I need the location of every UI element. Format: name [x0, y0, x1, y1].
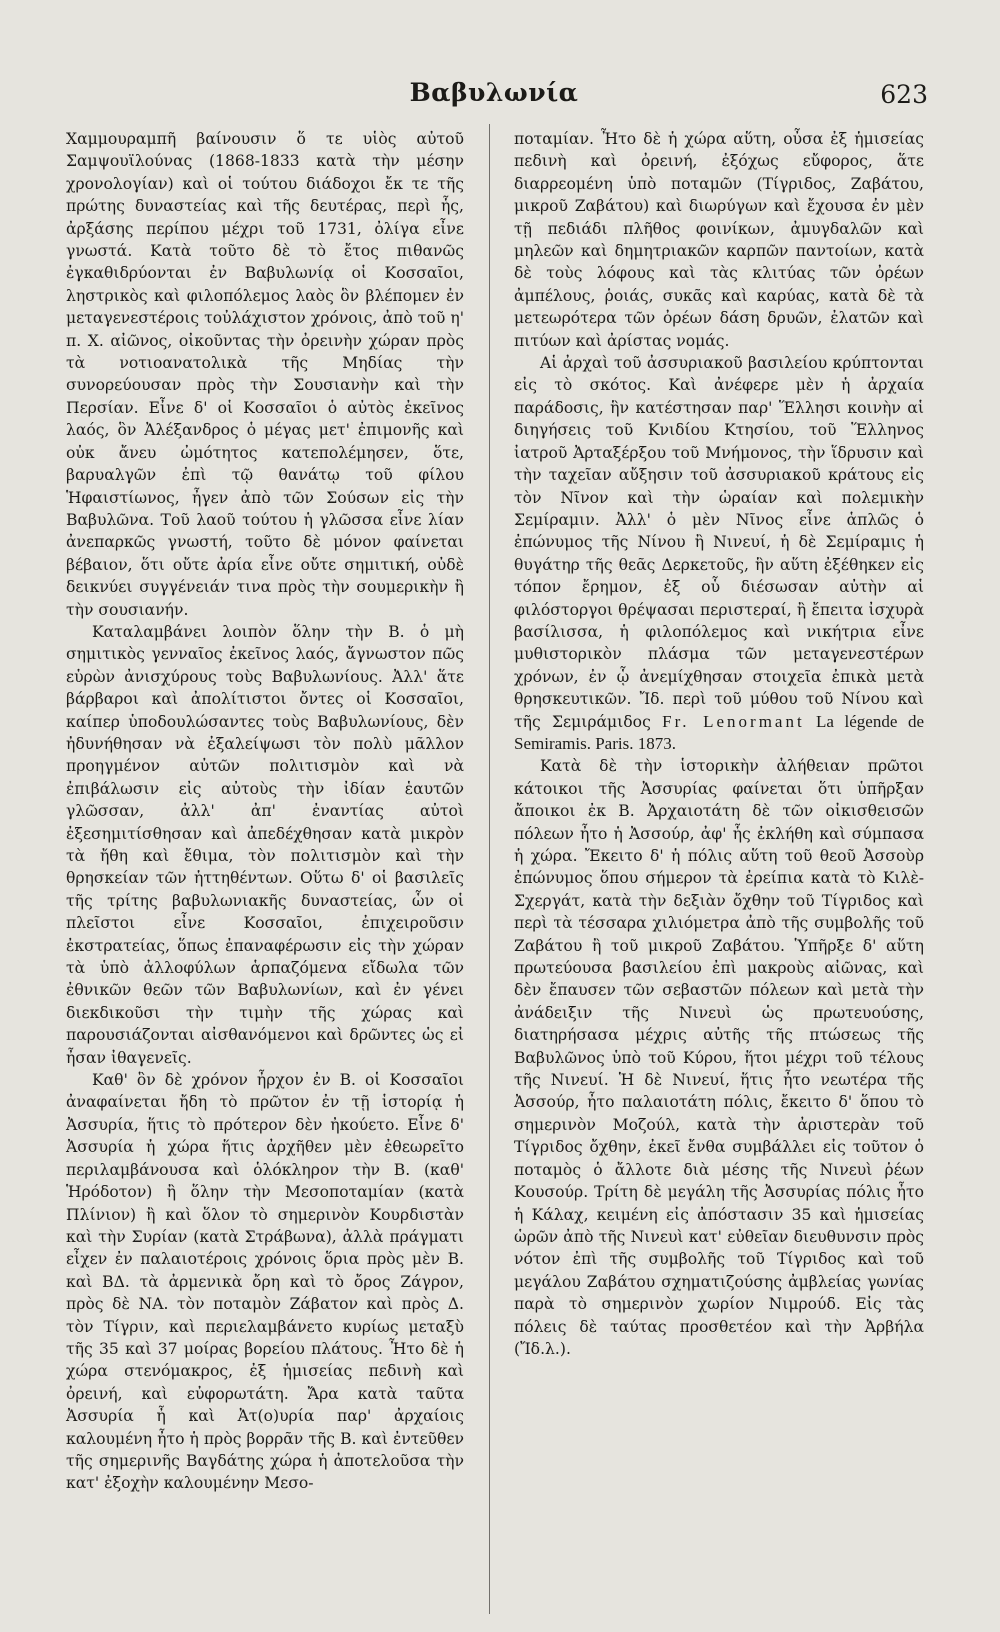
- page-header: [60, 78, 928, 118]
- running-title: Βαβυλωνία: [409, 78, 579, 107]
- citation-author: Fr. Lenormant: [662, 711, 805, 731]
- right-paragraph-1: ποταμίαν. Ἦτο δὲ ἡ χώρα αὕτη, οὖσα ἐξ ἡμισείας πεδινὴ καὶ ὀρεινή, ἐξόχως εὔφορος, ἅτε διαρρεομένη ὑπὸ ποταμῶν (Τίγριδος, Ζαβάτου, μικροῦ Ζαβάτου) καὶ διωρύγων καὶ ἔχουσα ἐν μὲν τῇ πεδιάδι πλῆθος φοινίκων, ἀμυγδαλῶν καὶ μηλεῶν καὶ δημητριακῶν καρπῶν παντοίων, κατὰ δὲ τοὺς λόφους καὶ τὰς κλιτύας τῶν ὀρέων ἀμπέλους, ῥοιάς, συκᾶς καὶ καρύας, κατὰ δὲ τὰ μετεωρότερα τῶν ὀρέων δάση δρυῶν, ἐλατῶν καὶ πιτύων καὶ ἀρίστας νομάς.: [514, 130, 924, 350]
- right-paragraph-2: [514, 352, 924, 755]
- column-divider: [489, 124, 490, 1614]
- left-paragraph-2: Καταλαμβάνει λοιπὸν ὅλην τὴν Β. ὁ μὴ σημιτικὸς γενναῖος ἐκεῖνος λαός, ἄγνωστον πῶς εὑρὼν ἀνισχύρους τοὺς Βαβυλωνίους. Ἀλλ' ἅτε βάρβαροι καὶ ἀπολίτιστοι ὄντες οἱ Κοσσαῖοι, καίπερ ὑποδουλώσαντες τοὺς Βαβυλωνίους, δὲν ἠδυνήθησαν νὰ ἐξαλείψωσι τὸν πολὺ μᾶλλον προηγμένον αὐτῶν πολιτισμὸν καὶ νὰ ἐπιβάλωσιν εἰς αὐτοὺς τὴν ἰδίαν ἑαυτῶν γλῶσσαν, ἀλλ' ἀπ' ἐναντίας αὐτοὶ ἐξεσημιτίσθησαν καὶ ἀπεδέχθησαν κατὰ μικρὸν τὰ ἤθη καὶ ἔθιμα, τὸν πολιτισμὸν καὶ τὴν θρησκείαν τῶν ἡττηθέντων. Οὕτω δ' οἱ βασιλεῖς τῆς τρίτης βαβυλωνιακῆς δυναστείας, ὧν οἱ πλεῖστοι εἶνε Κοσσαῖοι, ἐπιχειροῦσιν ἐκστρατείας, ὅπως ἐπαναφέρωσιν εἰς τὴν χώραν τὰ ὑπὸ ἀλλοφύλων ἁρπαζόμενα εἴδωλα τῶν ἐθνικῶν θεῶν τῶν Βαβυλωνίων, καὶ ἐν γένει διεκδικοῦσι τὴν τιμὴν τῆς χώρας καὶ παρουσιάζονται αἰσθανόμενοι καὶ δρῶντες ὡς εἰ ἦσαν ἰθαγενεῖς.: [66, 622, 464, 1067]
- left-column: [66, 128, 464, 1495]
- page-number: 623: [880, 80, 928, 109]
- citation-title: La légende de Semiramis. Paris. 1873.: [514, 711, 924, 753]
- right-column: [514, 128, 924, 1360]
- right-paragraph-2-text: Αἱ ἀρχαὶ τοῦ ἀσσυριακοῦ βασιλείου κρύπτονται εἰς τὸ σκότος. Καὶ ἀνέφερε μὲν ἡ ἀρχαία παράδοσις, ἣν κατέστησαν παρ' Ἕλλησι κοινὴν αἱ διηγήσεις τοῦ Κνιδίου Κτησίου, τοῦ Ἕλληνος ἰατροῦ Ἀρταξέρξου τοῦ Μνήμονος, τὴν ἵδρυσιν καὶ τὴν ταχεῖαν αὔξησιν τοῦ ἀσσυριακοῦ κράτους εἰς τὸν Νῖνον καὶ τὴν ὡραίαν καὶ πολεμικὴν Σεμίραμιν. Ἀλλ' ὁ μὲν Νῖνος εἶνε ἁπλῶς ὁ ἐπώνυμος τῆς Νίνου ἢ Νινευί, ἡ δὲ Σεμίραμις ἡ θυγάτηρ τῆς θεᾶς Δερκετοῦς, ἣν αὕτη ἐξέθηκεν εἰς τόπον ἔρημον, ἐξ οὗ διέσωσαν αὐτὴν αἱ φιλόστοργοι θρέψασαι περιστεραί, ἢ ἔπειτα ἰσχυρὰ βασίλισσα, ἡ φιλοπόλεμος καὶ νικήτρια εἶνε μυθιστορικὸν πλάσμα τῶν μεταγενεστέρων χρόνων, ἐν ᾧ ἀνεμίχθησαν στοιχεῖα ἐπικὰ μετὰ θρησκευτικῶν. Ἴδ. περὶ τοῦ μύθου τοῦ Νίνου καὶ τῆς Σεμιράμιδος: [514, 354, 924, 731]
- left-paragraph-3: Καθ' ὃν δὲ χρόνον ἦρχον ἐν Β. οἱ Κοσσαῖοι ἀναφαίνεται ἤδη τὸ πρῶτον ἐν τῇ ἱστορίᾳ ἡ Ἀσσυρία, ἥτις τὸ πρότερον δὲν ἠκούετο. Εἶνε δ' Ἀσσυρία ἡ χώρα ἥτις ἀρχῆθεν μὲν ἐθεωρεῖτο περιλαμβάνουσα καὶ ὁλόκληρον τὴν Β. (καθ' Ἡρόδοτον) ἢ ὅλην τὴν Μεσοποταμίαν (κατὰ Πλίνιον) ἢ καὶ ὅλον τὸ σημερινὸν Κουρδιστὰν καὶ τὴν Συρίαν (κατὰ Στράβωνα), ἀλλὰ πράγματι εἶχεν ἐν παλαιοτέροις χρόνοις ὅρια πρὸς μὲν Β. καὶ ΒΔ. τὰ ἀρμενικὰ ὄρη καὶ τὸ ὄρος Ζάγρον, πρὸς δὲ ΝΑ. τὸν ποταμὸν Ζάβατον καὶ πρὸς Δ. τὸν Τίγριν, καὶ περιελαμβάνετο κυρίως μεταξὺ τῆς 35 καὶ 37 μοίρας βορείου πλάτους. Ἦτο δὲ ἡ χώρα στενόμακρος, ἐξ ἡμισείας πεδινὴ καὶ ὀρεινή, καὶ εὐφορωτάτη. Ἄρα κατὰ ταῦτα Ἀσσυρία ἦ καὶ Ἀτ(ο)υρία παρ' ἀρχαίοις καλουμένη ἦτο ἡ πρὸς βορρᾶν τῆς Β. καὶ ἐντεῦθεν τῆς σημερινῆς Βαγδάτης χώρα ἡ ἀποτελοῦσα τὴν κατ' ἐξοχὴν καλουμένην Μεσο-: [66, 1071, 464, 1493]
- right-paragraph-3: Κατὰ δὲ τὴν ἱστορικὴν ἀλήθειαν πρῶτοι κάτοικοι τῆς Ἀσσυρίας φαίνεται ὅτι ὑπῆρξαν ἄποικοι ἐκ Β. Ἀρχαιοτάτη δὲ τῶν οἰκισθεισῶν πόλεων ἦτο ἡ Ἀσσούρ, ἀφ' ἧς ἐκλήθη καὶ σύμπασα ἡ χώρα. Ἔκειτο δ' ἡ πόλις αὕτη τοῦ θεοῦ Ἀσσοὺρ ἐπώνυμος ὅπου σήμερον τὰ ἐρείπια κατὰ τὸ Κιλὲ-Σχεργάτ, κατὰ τὴν δεξιὰν ὄχθην τοῦ Τίγριδος καὶ περὶ τὰ τέσσαρα χιλιόμετρα ἀπὸ τῆς συμβολῆς τοῦ Ζαβάτου ἢ τοῦ μικροῦ Ζαβάτου. Ὑπῆρξε δ' αὕτη πρωτεύουσα βασιλείου ἐπὶ μακροὺς αἰῶνας, καὶ δὲν ἔπαυσεν τῶν σεβαστῶν πόλεων καὶ μετὰ τὴν ἀνάδειξιν τῆς Νινευὶ ὡς πρωτευούσης, διατηρήσασα μέχρις αὐτῆς τῆς πτώσεως τῆς Βαβυλῶνος ὑπὸ τοῦ Κύρου, ἥτοι μέχρι τοῦ τέλους τῆς Νινευί. Ἡ δὲ Νινευί, ἥτις ἦτο νεωτέρα τῆς Ἀσσούρ, ἦτο παλαιοτάτη πόλις, ἔκειτο δ' ὅπου τὸ σημερινὸν Μοζούλ, κατὰ τὴν ἀριστερὰν τοῦ Τίγριδος ὄχθην, ἐκεῖ ἔνθα συμβάλλει εἰς τοῦτον ὁ ποταμὸς ὁ ἄλλοτε διὰ μέσης τῆς Νινευὶ ῥέων Κουσούρ. Τρίτη δὲ μεγάλη τῆς Ἀσσυρίας πόλις ἦτο ἡ Κάλαχ, κειμένη εἰς ἀπόστασιν 35 καὶ ἡμισείας ὡρῶν ἀπὸ τῆς Νινευὶ κατ' εὐθεῖαν διευθυνσιν πρὸς νότον ἐπὶ τῆς συμβολῆς τοῦ Τίγριδος καὶ τοῦ μεγάλου Ζαβάτου σχηματιζούσης ἀμβλείας γωνίας παρὰ τὸ σημερινὸν χωρίον Νιμρούδ. Εἰς τὰς πόλεις δὲ ταύτας προσθετέον καὶ τὴν Ἀρβήλα (Ἴδ.λ.).: [514, 757, 924, 1358]
- left-paragraph-1: Χαμμουραμπῆ βαίνουσιν ὅ τε υἱὸς αὐτοῦ Σαμψουϊλούνας (1868-1833 κατὰ τὴν μέσην χρονολογίαν) καὶ οἱ τούτου διάδοχοι ἔκ τε τῆς πρώτης δυναστείας καὶ τῆς δευτέρας, περὶ ἧς, ἀρξάσης περίπου μέχρι τοῦ 1731, ὀλίγα εἶνε γνωστά. Κατὰ τοῦτο δὲ τὸ ἔτος πιθανῶς ἐγκαθιδρύονται ἐν Βαβυλωνίᾳ οἱ Κοσσαῖοι, ληστρικὸς καὶ φιλοπόλεμος λαὸς ὃν βλέπομεν ἐν μεταγενεστέροις τοὐλάχιστον χρόνοις, ἀπὸ τοῦ η' π. Χ. αἰῶνος, οἰκοῦντας τὴν ὀρεινὴν χώραν πρὸς τὰ νοτιοανατολικὰ τῆς Μηδίας τὴν συνορεύουσαν πρὸς τὴν Σουσιανὴν καὶ τὴν Περσίαν. Εἶνε δ' οἱ Κοσσαῖοι ὁ αὐτὸς ἐκεῖνος λαός, ὃν Ἀλέξανδρος ὁ μέγας μετ' ἐπιμονῆς καὶ οὐκ ἄνευ ὠμότητος κατεπολέμησεν, ὅτε, βαρυαλγῶν ἐπὶ τῷ θανάτῳ τοῦ φίλου Ἡφαιστίωνος, ἦγεν ἀπὸ τῶν Σούσων εἰς τὴν Βαβυλῶνα. Τοῦ λαοῦ τούτου ἡ γλῶσσα εἶνε λίαν ἀνεπαρκῶς γνωστή, τοῦτο δὲ μόνον φαίνεται βέβαιον, ὅτι οὔτε ἀρία εἶνε οὔτε σημιτική, οὐδὲ δεικνύει συγγένειάν τινα πρὸς τὴν σουμερικὴν ἢ τὴν σουσιανήν.: [66, 130, 464, 619]
